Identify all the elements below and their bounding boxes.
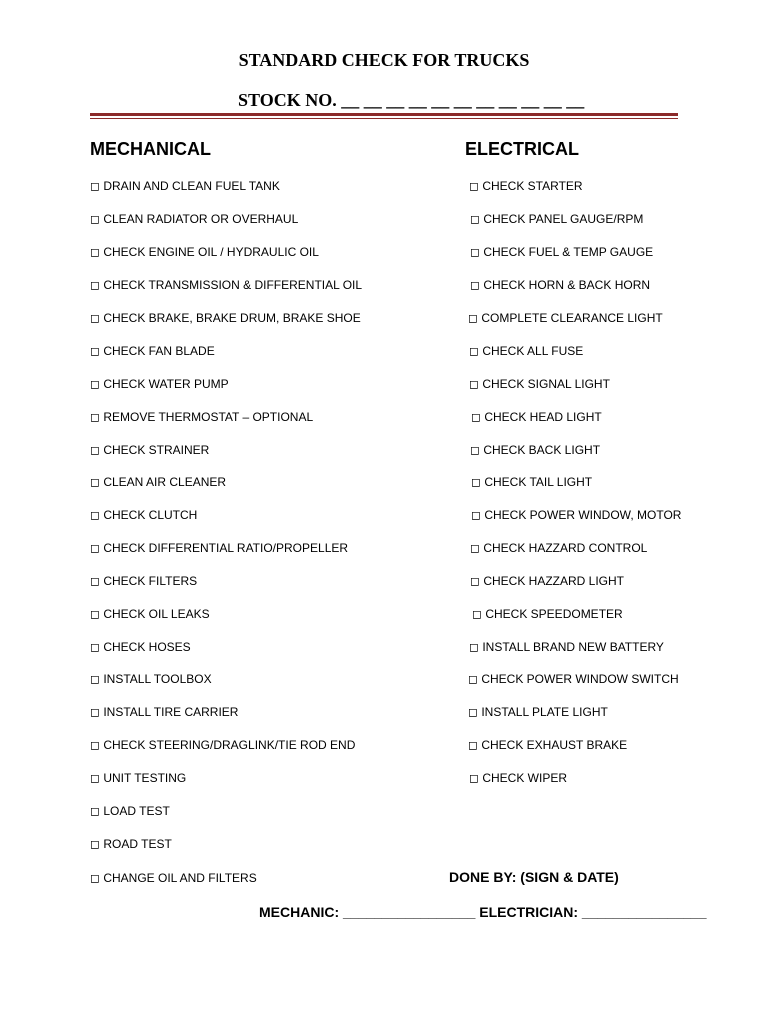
checklist-item-label: INSTALL PLATE LIGHT [478, 705, 608, 719]
checkbox-icon[interactable]: ◻ [90, 212, 100, 226]
mechanical-checklist-item[interactable] [90, 639, 191, 655]
checkbox-icon[interactable]: ◻ [470, 245, 480, 259]
electrical-checklist-item[interactable] [470, 442, 600, 458]
checkbox-icon[interactable]: ◻ [90, 871, 100, 885]
checkbox-icon[interactable]: ◻ [90, 344, 100, 358]
checklist-item-label: CHECK HORN & BACK HORN [480, 278, 651, 292]
checkbox-icon[interactable]: ◻ [90, 410, 100, 424]
checkbox-icon[interactable]: ◻ [90, 541, 100, 555]
mechanical-checklist-item[interactable] [90, 442, 209, 458]
checkbox-icon[interactable]: ◻ [470, 574, 480, 588]
electrical-checklist-item[interactable] [469, 376, 610, 392]
mechanical-checklist-item[interactable] [90, 573, 197, 589]
checklist-item-label: CLEAN AIR CLEANER [100, 475, 227, 489]
checklist-item-label: UNIT TESTING [100, 771, 187, 785]
checkbox-icon[interactable]: ◻ [90, 377, 100, 391]
mechanical-checklist-item[interactable] [90, 409, 313, 425]
checklist-item-label: CHECK FUEL & TEMP GAUGE [480, 245, 654, 259]
checklist-item-label: CHECK STARTER [479, 179, 583, 193]
checkbox-icon[interactable]: ◻ [469, 377, 479, 391]
electrical-checklist-item[interactable] [470, 244, 653, 260]
checklist-item-label: CHECK DIFFERENTIAL RATIO/PROPELLER [100, 541, 349, 555]
electrical-checklist-item[interactable] [468, 671, 679, 687]
done-by-label: DONE BY: (SIGN & DATE) [449, 869, 619, 885]
electrical-checklist-item[interactable] [470, 540, 647, 556]
header-divider-thick [90, 113, 678, 116]
electrical-checklist-item[interactable] [469, 770, 567, 786]
checkbox-icon[interactable]: ◻ [470, 541, 480, 555]
checklist-item-label: CHANGE OIL AND FILTERS [100, 871, 257, 885]
checklist-item-label: REMOVE THERMOSTAT – OPTIONAL [100, 410, 314, 424]
header-divider-thin [90, 118, 678, 119]
electrical-checklist-item[interactable] [472, 606, 623, 622]
checklist-item-label: CHECK POWER WINDOW, MOTOR [481, 508, 682, 522]
mechanical-checklist-item[interactable] [90, 540, 348, 556]
mechanical-heading: MECHANICAL [90, 139, 211, 159]
checkbox-icon[interactable]: ◻ [90, 574, 100, 588]
mechanical-checklist-item[interactable] [90, 178, 280, 194]
checkbox-icon[interactable]: ◻ [90, 179, 100, 193]
stock-number-line: STOCK NO. __ __ __ __ __ __ __ __ __ __ __ [238, 90, 585, 110]
electrical-checklist-item[interactable] [471, 474, 592, 490]
document-title: STANDARD CHECK FOR TRUCKS [238, 50, 530, 70]
checklist-item-label: CHECK TRANSMISSION & DIFFERENTIAL OIL [100, 278, 363, 292]
checklist-item-label: CLEAN RADIATOR OR OVERHAUL [100, 212, 299, 226]
checkbox-icon[interactable]: ◻ [90, 508, 100, 522]
checklist-item-label: CHECK EXHAUST BRAKE [478, 738, 628, 752]
electrical-checklist-item[interactable] [468, 310, 663, 326]
mechanical-checklist-item[interactable] [90, 343, 215, 359]
checklist-item-label: CHECK FILTERS [100, 574, 198, 588]
checkbox-icon[interactable]: ◻ [90, 771, 100, 785]
checkbox-icon[interactable]: ◻ [468, 705, 478, 719]
checkbox-icon[interactable]: ◻ [472, 607, 482, 621]
checklist-item-label: CHECK SIGNAL LIGHT [479, 377, 610, 391]
mechanical-checklist-item[interactable] [90, 870, 257, 886]
checklist-item-label: INSTALL BRAND NEW BATTERY [479, 640, 664, 654]
electrical-checklist-item[interactable] [470, 573, 624, 589]
checklist-item-label: INSTALL TIRE CARRIER [100, 705, 239, 719]
checkbox-icon[interactable]: ◻ [471, 410, 481, 424]
checkbox-icon[interactable]: ◻ [470, 443, 480, 457]
checklist-item-label: CHECK WATER PUMP [100, 377, 229, 391]
checklist-item-label: CHECK PANEL GAUGE/RPM [480, 212, 644, 226]
mechanical-checklist-item[interactable] [90, 507, 197, 523]
checkbox-icon[interactable]: ◻ [470, 212, 480, 226]
checkbox-icon[interactable]: ◻ [469, 640, 479, 654]
mechanical-checklist-item[interactable] [90, 277, 362, 293]
checklist-item-label: CHECK STRAINER [100, 443, 210, 457]
electrical-heading: ELECTRICAL [465, 139, 579, 159]
checkbox-icon[interactable]: ◻ [90, 738, 100, 752]
checkbox-icon[interactable]: ◻ [90, 443, 100, 457]
electrical-checklist-item[interactable] [470, 211, 643, 227]
mechanical-checklist-item[interactable] [90, 244, 319, 260]
checklist-item-label: ROAD TEST [100, 837, 172, 851]
checklist-item-label: CHECK STEERING/DRAGLINK/TIE ROD END [100, 738, 356, 752]
mechanical-checklist-item[interactable] [90, 704, 238, 720]
mechanical-checklist-item[interactable] [90, 211, 298, 227]
checklist-item-label: CHECK TAIL LIGHT [481, 475, 593, 489]
electrical-checklist-item[interactable] [469, 343, 583, 359]
checklist-item-label: CHECK ENGINE OIL / HYDRAULIC OIL [100, 245, 319, 259]
checkbox-icon[interactable]: ◻ [471, 508, 481, 522]
checkbox-icon[interactable]: ◻ [471, 475, 481, 489]
electrical-checklist-item[interactable] [471, 507, 681, 523]
checkbox-icon[interactable]: ◻ [90, 837, 100, 851]
mechanical-checklist-item[interactable] [90, 606, 210, 622]
checklist-item-label: LOAD TEST [100, 804, 170, 818]
checklist-item-label: CHECK FAN BLADE [100, 344, 215, 358]
mechanical-checklist-item[interactable] [90, 737, 355, 753]
checklist-item-label: CHECK CLUTCH [100, 508, 198, 522]
checkbox-icon[interactable]: ◻ [90, 672, 100, 686]
checklist-item-label: CHECK BRAKE, BRAKE DRUM, BRAKE SHOE [100, 311, 361, 325]
electrical-checklist-item[interactable] [471, 409, 602, 425]
checkbox-icon[interactable]: ◻ [468, 672, 478, 686]
mechanical-checklist-item[interactable] [90, 803, 170, 819]
checkbox-icon[interactable]: ◻ [469, 179, 479, 193]
checklist-item-label: DRAIN AND CLEAN FUEL TANK [100, 179, 280, 193]
checklist-item-label: CHECK ALL FUSE [479, 344, 584, 358]
checkbox-icon[interactable]: ◻ [468, 738, 478, 752]
checkbox-icon[interactable]: ◻ [469, 344, 479, 358]
checkbox-icon[interactable]: ◻ [468, 311, 478, 325]
checklist-item-label: INSTALL TOOLBOX [100, 672, 212, 686]
electrical-checklist-item[interactable] [468, 737, 627, 753]
checklist-item-label: CHECK WIPER [479, 771, 568, 785]
checkbox-icon[interactable]: ◻ [90, 804, 100, 818]
checkbox-icon[interactable]: ◻ [90, 607, 100, 621]
mechanical-checklist-item[interactable] [90, 310, 361, 326]
checkbox-icon[interactable]: ◻ [90, 475, 100, 489]
checklist-item-label: CHECK HOSES [100, 640, 191, 654]
electrical-checklist-item[interactable] [469, 639, 664, 655]
checkbox-icon[interactable]: ◻ [90, 278, 100, 292]
electrical-checklist-item[interactable] [468, 704, 608, 720]
checklist-item-label: CHECK POWER WINDOW SWITCH [478, 672, 679, 686]
checklist-item-label: CHECK OIL LEAKS [100, 607, 210, 621]
checklist-item-label: COMPLETE CLEARANCE LIGHT [478, 311, 663, 325]
checkbox-icon[interactable]: ◻ [90, 705, 100, 719]
electrical-checklist-item[interactable] [470, 277, 650, 293]
checkbox-icon[interactable]: ◻ [90, 245, 100, 259]
mechanical-checklist-item[interactable] [90, 376, 229, 392]
checkbox-icon[interactable]: ◻ [90, 311, 100, 325]
checklist-item-label: CHECK HEAD LIGHT [481, 410, 602, 424]
electrical-checklist-item[interactable] [469, 178, 583, 194]
checkbox-icon[interactable]: ◻ [90, 640, 100, 654]
checklist-item-label: CHECK BACK LIGHT [480, 443, 601, 457]
mechanical-checklist-item[interactable] [90, 836, 172, 852]
mechanical-checklist-item[interactable] [90, 770, 186, 786]
mechanical-checklist-item[interactable] [90, 671, 212, 687]
checklist-item-label: CHECK SPEEDOMETER [482, 607, 623, 621]
checklist-item-label: CHECK HAZZARD CONTROL [480, 541, 648, 555]
checkbox-icon[interactable]: ◻ [469, 771, 479, 785]
mechanical-checklist-item[interactable] [90, 474, 226, 490]
checklist-item-label: CHECK HAZZARD LIGHT [480, 574, 625, 588]
checkbox-icon[interactable]: ◻ [470, 278, 480, 292]
signature-line: MECHANIC: _________________ ELECTRICIAN: ________________ [259, 904, 707, 920]
